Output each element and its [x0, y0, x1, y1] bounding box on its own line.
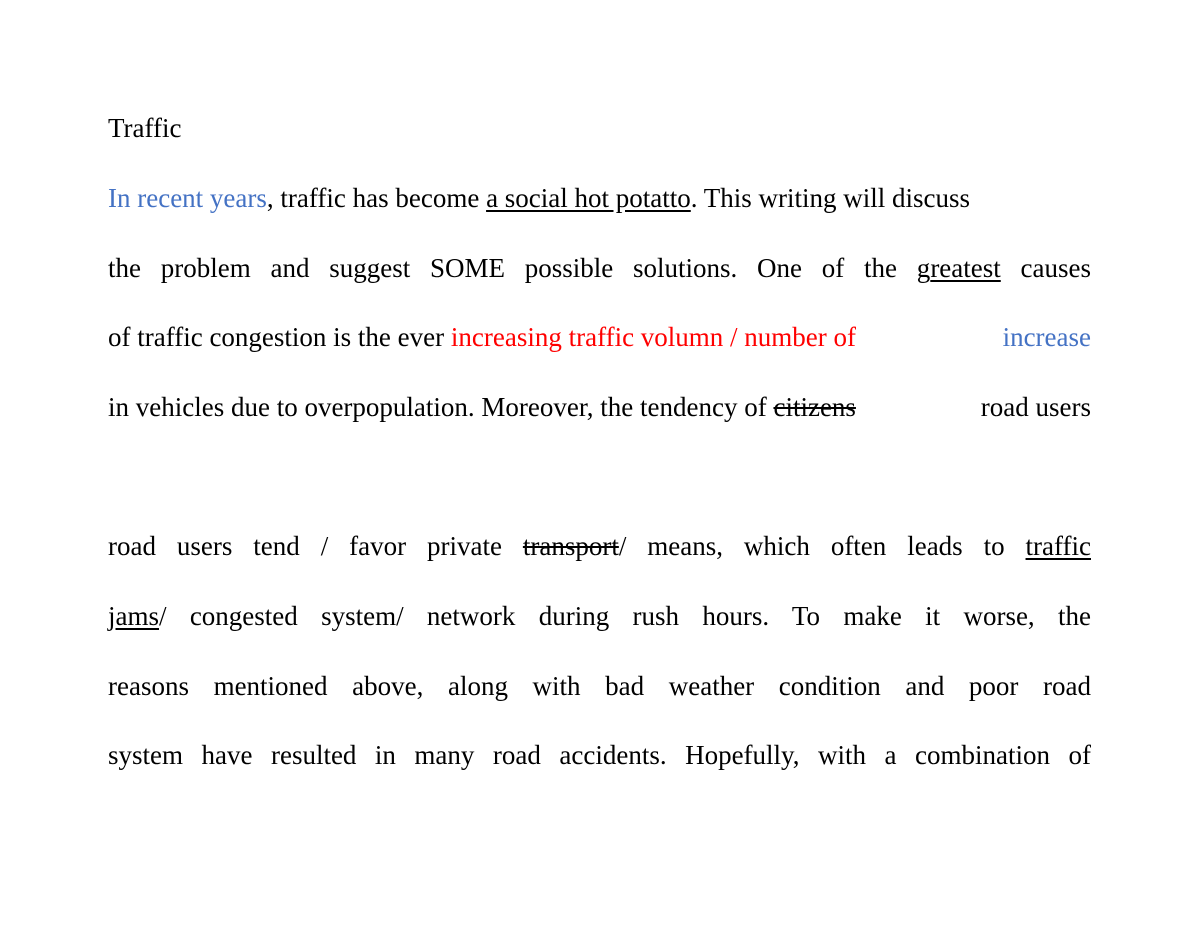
underlined-phrase: a social hot potatto	[486, 183, 691, 213]
underlined-phrase: traffic	[1025, 531, 1091, 561]
struck-word: transport	[522, 531, 619, 561]
text-run: the problem and suggest SOME possible solutions. One of the g	[108, 253, 931, 283]
text-run: / means, which often leads to	[618, 531, 1026, 561]
text-run: of traffic congestion is the ever	[108, 322, 451, 352]
text-run: causes	[1000, 253, 1091, 283]
text-run: . This writing will discuss	[690, 183, 971, 213]
text-run: in vehicles due to overpopulation. Moreover, the tendency of	[108, 392, 774, 422]
paragraph2-line1	[108, 529, 1091, 563]
text-run: road users	[980, 392, 1091, 422]
highlighted-phrase: In recent years	[108, 183, 267, 213]
highlighted-phrase: increase	[1002, 322, 1091, 352]
underlined-phrase: jams	[108, 601, 159, 631]
paragraph2-line4: system have resulted in many road accidents. Hopefully, with a combination of	[108, 740, 1091, 770]
paragraph1-line1	[108, 181, 1091, 215]
highlighted-phrase: increasing traffic volumn / number of	[450, 322, 857, 352]
text-run: road users tend / favor private	[108, 531, 523, 561]
text-run: / congested system/ network during rush hours. To make it worse, the	[159, 601, 1091, 631]
underlined-phrase: reatest	[930, 253, 1001, 283]
struck-word: citizens	[773, 392, 856, 422]
paragraph1-line2	[108, 251, 1091, 285]
paragraph1-line4	[108, 390, 1091, 424]
paragraph1-line3	[108, 320, 1091, 354]
document-title: Traffic	[108, 113, 182, 143]
paragraph2-line2	[108, 599, 1091, 633]
text-run: , traffic has become	[266, 183, 487, 213]
paragraph2-line3: reasons mentioned above, along with bad weather condition and poor road	[108, 671, 1091, 701]
